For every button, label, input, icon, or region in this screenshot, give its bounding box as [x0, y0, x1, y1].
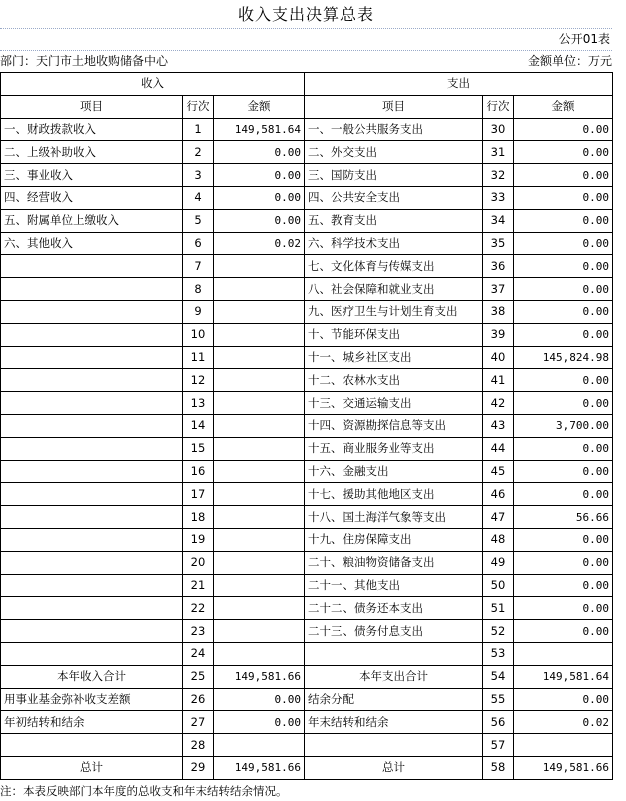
- income-rowno-cell: 14: [183, 414, 214, 437]
- table-row: [1, 665, 613, 688]
- expense-item-cell: 十九、住房保障支出: [305, 528, 483, 551]
- expense-amount-cell: 0.00: [514, 232, 613, 255]
- table-row: [1, 392, 613, 415]
- expense-rowno-cell: 49: [483, 551, 514, 574]
- expense-rowno-cell: 30: [483, 118, 514, 141]
- expense-item-cell: 五、教育支出: [305, 209, 483, 232]
- expense-item-cell: 二、外交支出: [305, 141, 483, 164]
- expense-item-cell: 十、节能环保支出: [305, 323, 483, 346]
- expense-item-cell: 总计: [305, 756, 483, 779]
- income-amount-cell: 149,581.66: [214, 756, 305, 779]
- table-row: [1, 141, 613, 164]
- income-amount-cell: [214, 734, 305, 757]
- expense-amount-cell: 0.00: [514, 141, 613, 164]
- expense-amount-cell: 0.00: [514, 164, 613, 187]
- expense-item-cell: 八、社会保障和就业支出: [305, 278, 483, 301]
- income-amount-cell: [214, 346, 305, 369]
- expense-item-cell: 十五、商业服务业等支出: [305, 437, 483, 460]
- table-row: [1, 186, 613, 209]
- department-name: 部门：天门市土地收购储备中心: [0, 54, 169, 68]
- income-rowno-cell: 22: [183, 597, 214, 620]
- income-item-cell: [1, 528, 183, 551]
- table-row: [1, 300, 613, 323]
- income-rowno-cell: 28: [183, 734, 214, 757]
- expense-item-cell: 二十二、债务还本支出: [305, 597, 483, 620]
- section-header-row: [1, 73, 613, 96]
- expense-amount-header: 金额: [514, 95, 613, 118]
- expense-rowno-cell: 41: [483, 369, 514, 392]
- expense-rowno-cell: 39: [483, 323, 514, 346]
- table-row: [1, 460, 613, 483]
- table-row: [1, 346, 613, 369]
- expense-amount-cell: 0.00: [514, 620, 613, 643]
- expense-amount-cell: 0.00: [514, 597, 613, 620]
- income-rowno-cell: 6: [183, 232, 214, 255]
- expense-item-cell: 二十一、其他支出: [305, 574, 483, 597]
- table-row: [1, 756, 613, 779]
- income-item-cell: 本年收入合计: [1, 665, 183, 688]
- income-item-cell: 总计: [1, 756, 183, 779]
- expense-amount-cell: 0.00: [514, 688, 613, 711]
- income-item-cell: [1, 346, 183, 369]
- income-rowno-cell: 15: [183, 437, 214, 460]
- report-title: 收入支出决算总表: [237, 5, 374, 24]
- table-row: [1, 323, 613, 346]
- income-amount-cell: [214, 392, 305, 415]
- expense-item-cell: 一、一般公共服务支出: [305, 118, 483, 141]
- income-amount-cell: [214, 620, 305, 643]
- expense-item-cell: 六、科学技术支出: [305, 232, 483, 255]
- income-amount-cell: [214, 414, 305, 437]
- table-row: [1, 209, 613, 232]
- expense-item-cell: 十一、城乡社区支出: [305, 346, 483, 369]
- income-amount-cell: 0.00: [214, 164, 305, 187]
- income-amount-cell: 0.00: [214, 186, 305, 209]
- income-item-cell: [1, 255, 183, 278]
- income-amount-cell: 0.02: [214, 232, 305, 255]
- income-item-cell: 年初结转和结余: [1, 711, 183, 734]
- expense-amount-cell: 0.00: [514, 392, 613, 415]
- expense-rowno-cell: 42: [483, 392, 514, 415]
- income-item-cell: 一、财政拨款收入: [1, 118, 183, 141]
- income-item-cell: [1, 734, 183, 757]
- income-rowno-cell: 19: [183, 528, 214, 551]
- expense-amount-cell: 145,824.98: [514, 346, 613, 369]
- income-rowno-header: 行次: [183, 95, 214, 118]
- expense-rowno-cell: 40: [483, 346, 514, 369]
- expense-amount-cell: 0.00: [514, 528, 613, 551]
- table-row: [1, 528, 613, 551]
- expense-amount-cell: [514, 642, 613, 665]
- income-rowno-cell: 21: [183, 574, 214, 597]
- income-amount-cell: 0.00: [214, 141, 305, 164]
- income-rowno-cell: 1: [183, 118, 214, 141]
- expense-rowno-cell: 56: [483, 711, 514, 734]
- income-amount-cell: [214, 437, 305, 460]
- expense-rowno-cell: 52: [483, 620, 514, 643]
- income-rowno-cell: 18: [183, 506, 214, 529]
- income-rowno-cell: 2: [183, 141, 214, 164]
- expense-item-cell: 三、国防支出: [305, 164, 483, 187]
- table-row: [1, 574, 613, 597]
- income-amount-cell: [214, 460, 305, 483]
- expense-amount-cell: 56.66: [514, 506, 613, 529]
- form-number-row: [0, 28, 612, 51]
- expense-amount-cell: 0.00: [514, 551, 613, 574]
- expense-rowno-cell: 34: [483, 209, 514, 232]
- income-amount-header: 金额: [214, 95, 305, 118]
- income-rowno-cell: 25: [183, 665, 214, 688]
- expense-rowno-cell: 47: [483, 506, 514, 529]
- column-header-row: [1, 95, 613, 118]
- table-row: [1, 620, 613, 643]
- income-rowno-cell: 13: [183, 392, 214, 415]
- expense-amount-cell: 0.00: [514, 369, 613, 392]
- expense-amount-cell: 0.00: [514, 118, 613, 141]
- table-row: [1, 437, 613, 460]
- income-item-cell: [1, 483, 183, 506]
- income-item-header: 项目: [1, 95, 183, 118]
- income-amount-cell: [214, 255, 305, 278]
- income-item-cell: 六、其他收入: [1, 232, 183, 255]
- expense-rowno-cell: 45: [483, 460, 514, 483]
- table-row: [1, 711, 613, 734]
- expense-item-cell: 四、公共安全支出: [305, 186, 483, 209]
- income-item-cell: [1, 620, 183, 643]
- income-amount-cell: 0.00: [214, 711, 305, 734]
- income-item-cell: [1, 574, 183, 597]
- income-rowno-cell: 9: [183, 300, 214, 323]
- table-row: [1, 232, 613, 255]
- income-rowno-cell: 20: [183, 551, 214, 574]
- expense-amount-cell: 0.00: [514, 209, 613, 232]
- table-row: [1, 688, 613, 711]
- expense-rowno-cell: 48: [483, 528, 514, 551]
- expense-item-cell: 十八、国土海洋气象等支出: [305, 506, 483, 529]
- expense-item-cell: [305, 734, 483, 757]
- expense-item-cell: 九、医疗卫生与计划生育支出: [305, 300, 483, 323]
- income-item-cell: [1, 642, 183, 665]
- table-row: [1, 597, 613, 620]
- income-item-cell: [1, 414, 183, 437]
- income-rowno-cell: 8: [183, 278, 214, 301]
- table-row: [1, 642, 613, 665]
- amount-unit: 金额单位：万元: [527, 54, 612, 68]
- expense-rowno-cell: 31: [483, 141, 514, 164]
- income-rowno-cell: 12: [183, 369, 214, 392]
- table-row: [1, 278, 613, 301]
- income-amount-cell: [214, 323, 305, 346]
- footnote: 注：本表反映部门本年度的总收支和年末结转结余情况。: [0, 784, 288, 798]
- expense-amount-cell: 0.00: [514, 437, 613, 460]
- income-amount-cell: 149,581.64: [214, 118, 305, 141]
- income-rowno-cell: 29: [183, 756, 214, 779]
- expense-amount-cell: [514, 734, 613, 757]
- expense-amount-cell: 0.00: [514, 186, 613, 209]
- income-section-header: 收入: [1, 73, 305, 96]
- income-rowno-cell: 3: [183, 164, 214, 187]
- income-amount-cell: [214, 278, 305, 301]
- expense-amount-cell: 3,700.00: [514, 414, 613, 437]
- expense-rowno-cell: 57: [483, 734, 514, 757]
- income-item-cell: [1, 551, 183, 574]
- table-row: [1, 551, 613, 574]
- income-amount-cell: [214, 483, 305, 506]
- expense-amount-cell: 0.00: [514, 255, 613, 278]
- expense-section-header: 支出: [305, 73, 613, 96]
- income-expense-table: [0, 72, 613, 780]
- income-rowno-cell: 5: [183, 209, 214, 232]
- expense-item-cell: 七、文化体育与传媒支出: [305, 255, 483, 278]
- expense-rowno-cell: 33: [483, 186, 514, 209]
- expense-amount-cell: 0.00: [514, 278, 613, 301]
- income-item-cell: [1, 597, 183, 620]
- income-rowno-cell: 23: [183, 620, 214, 643]
- income-item-cell: [1, 323, 183, 346]
- table-row: [1, 164, 613, 187]
- income-item-cell: [1, 369, 183, 392]
- income-amount-cell: [214, 574, 305, 597]
- table-row: [1, 734, 613, 757]
- expense-rowno-cell: 35: [483, 232, 514, 255]
- table-row: [1, 118, 613, 141]
- table-row: [1, 483, 613, 506]
- expense-rowno-cell: 38: [483, 300, 514, 323]
- table-row: [1, 506, 613, 529]
- income-item-cell: [1, 278, 183, 301]
- expense-item-cell: 十三、交通运输支出: [305, 392, 483, 415]
- income-rowno-cell: 11: [183, 346, 214, 369]
- expense-rowno-cell: 44: [483, 437, 514, 460]
- expense-amount-cell: 0.02: [514, 711, 613, 734]
- expense-rowno-cell: 54: [483, 665, 514, 688]
- income-rowno-cell: 7: [183, 255, 214, 278]
- income-amount-cell: [214, 506, 305, 529]
- expense-rowno-cell: 37: [483, 278, 514, 301]
- expense-item-cell: 十六、金融支出: [305, 460, 483, 483]
- income-item-cell: [1, 460, 183, 483]
- expense-item-cell: [305, 642, 483, 665]
- income-item-cell: 五、附属单位上缴收入: [1, 209, 183, 232]
- income-amount-cell: 0.00: [214, 209, 305, 232]
- income-rowno-cell: 4: [183, 186, 214, 209]
- income-item-cell: 三、事业收入: [1, 164, 183, 187]
- income-rowno-cell: 10: [183, 323, 214, 346]
- expense-rowno-cell: 58: [483, 756, 514, 779]
- income-item-cell: [1, 300, 183, 323]
- expense-item-cell: 二十、粮油物资储备支出: [305, 551, 483, 574]
- expense-rowno-cell: 55: [483, 688, 514, 711]
- income-amount-cell: [214, 642, 305, 665]
- income-amount-cell: [214, 551, 305, 574]
- table-row: [1, 414, 613, 437]
- expense-rowno-header: 行次: [483, 95, 514, 118]
- income-amount-cell: 149,581.66: [214, 665, 305, 688]
- expense-rowno-cell: 50: [483, 574, 514, 597]
- income-rowno-cell: 17: [183, 483, 214, 506]
- income-item-cell: 用事业基金弥补收支差额: [1, 688, 183, 711]
- expense-item-cell: 二十三、债务付息支出: [305, 620, 483, 643]
- income-item-cell: 二、上级补助收入: [1, 141, 183, 164]
- expense-amount-cell: 0.00: [514, 483, 613, 506]
- expense-item-cell: 十二、农林水支出: [305, 369, 483, 392]
- income-amount-cell: [214, 369, 305, 392]
- expense-item-header: 项目: [305, 95, 483, 118]
- expense-item-cell: 十七、援助其他地区支出: [305, 483, 483, 506]
- expense-amount-cell: 0.00: [514, 460, 613, 483]
- expense-item-cell: 本年支出合计: [305, 665, 483, 688]
- expense-amount-cell: 0.00: [514, 300, 613, 323]
- table-row: [1, 369, 613, 392]
- expense-rowno-cell: 46: [483, 483, 514, 506]
- expense-item-cell: 十四、资源勘探信息等支出: [305, 414, 483, 437]
- form-number: 公开01表: [558, 32, 610, 46]
- expense-item-cell: 结余分配: [305, 688, 483, 711]
- income-rowno-cell: 16: [183, 460, 214, 483]
- income-item-cell: [1, 392, 183, 415]
- income-rowno-cell: 26: [183, 688, 214, 711]
- expense-amount-cell: 149,581.64: [514, 665, 613, 688]
- expense-rowno-cell: 53: [483, 642, 514, 665]
- income-amount-cell: [214, 597, 305, 620]
- expense-amount-cell: 149,581.66: [514, 756, 613, 779]
- income-item-cell: [1, 437, 183, 460]
- expense-rowno-cell: 36: [483, 255, 514, 278]
- income-amount-cell: [214, 528, 305, 551]
- expense-rowno-cell: 51: [483, 597, 514, 620]
- table-row: [1, 255, 613, 278]
- expense-item-cell: 年末结转和结余: [305, 711, 483, 734]
- income-rowno-cell: 27: [183, 711, 214, 734]
- expense-rowno-cell: 32: [483, 164, 514, 187]
- expense-rowno-cell: 43: [483, 414, 514, 437]
- income-amount-cell: 0.00: [214, 688, 305, 711]
- income-amount-cell: [214, 300, 305, 323]
- expense-amount-cell: 0.00: [514, 323, 613, 346]
- income-rowno-cell: 24: [183, 642, 214, 665]
- income-item-cell: [1, 506, 183, 529]
- income-item-cell: 四、经营收入: [1, 186, 183, 209]
- expense-amount-cell: 0.00: [514, 574, 613, 597]
